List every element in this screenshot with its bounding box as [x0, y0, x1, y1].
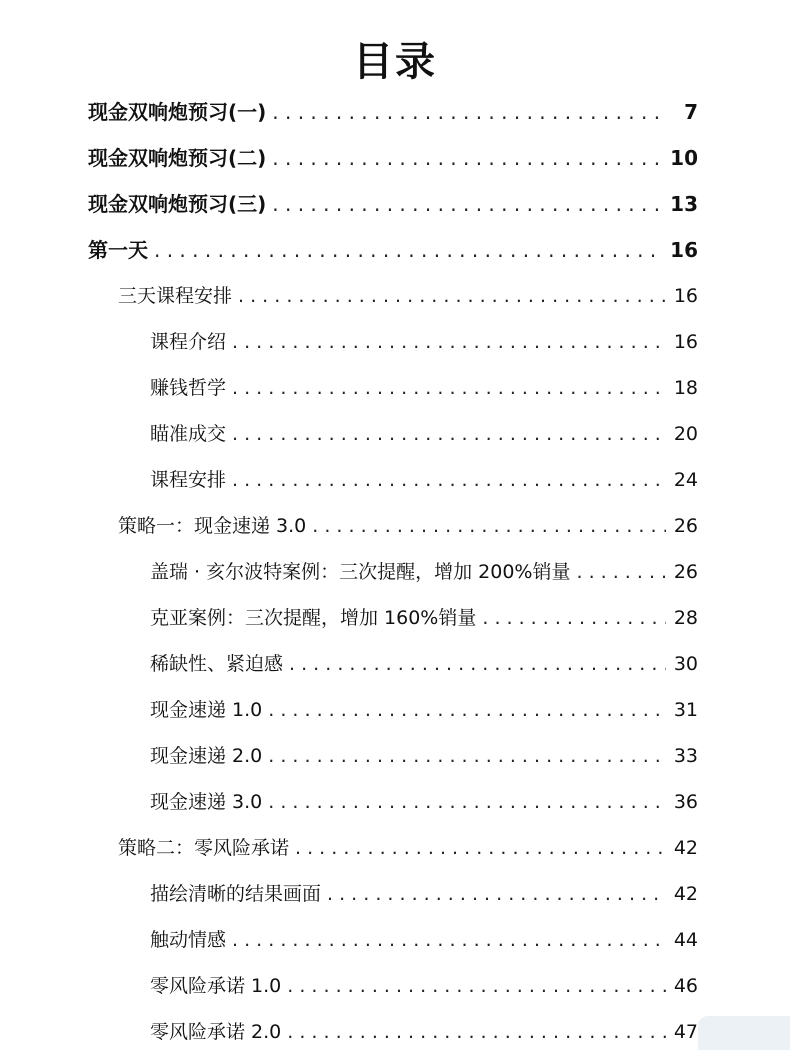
toc-entry-page-number: 31 [673, 699, 698, 721]
toc-entry-label: 现金双响炮预习(二) [88, 146, 267, 170]
toc-dot-leader [238, 280, 666, 312]
toc-entry[interactable] [150, 970, 698, 1002]
toc-entry-page-number: 16 [673, 331, 698, 353]
toc-dot-leader [272, 188, 664, 220]
toc-dot-leader [272, 142, 664, 174]
toc-entry-page-number: 18 [673, 377, 698, 399]
toc-entry[interactable] [88, 188, 698, 220]
toc-entry[interactable] [150, 740, 698, 772]
toc-entry-page-number: 20 [673, 423, 698, 445]
toc-entry-label: 盖瑞 · 亥尔波特案例：三次提醒，增加 200%销量 [150, 561, 571, 583]
toc-entry-label: 描绘清晰的结果画面 [150, 883, 322, 905]
toc-dot-leader [327, 878, 666, 910]
toc-entry-page-number: 42 [673, 883, 698, 905]
toc-entry-page-number: 47 [673, 1021, 698, 1043]
toc-entry-page-number: 36 [673, 791, 698, 813]
toc-entry-label: 课程介绍 [150, 331, 227, 353]
toc-entry[interactable] [150, 1016, 698, 1048]
toc-dot-leader [232, 418, 666, 450]
toc-entry-label: 瞄准成交 [150, 423, 227, 445]
toc-entry[interactable] [150, 694, 698, 726]
toc-entry[interactable] [88, 96, 698, 128]
toc-entry-label: 策略二：零风险承诺 [118, 837, 290, 859]
toc-entry-page-number: 10 [670, 146, 698, 170]
toc-entry-label: 课程安排 [150, 469, 227, 491]
toc-entry-label: 赚钱哲学 [150, 377, 227, 399]
toc-entry[interactable] [150, 418, 698, 450]
toc-entry-label: 现金双响炮预习(一) [88, 100, 267, 124]
toc-entry-page-number: 16 [673, 285, 698, 307]
toc-dot-leader [576, 556, 666, 588]
toc-entry-label: 现金速递 1.0 [150, 699, 263, 721]
toc-entry[interactable] [150, 878, 698, 910]
toc-entry-label: 第一天 [88, 238, 148, 262]
toc-entry-page-number: 30 [673, 653, 698, 675]
toc-entry-page-number: 33 [673, 745, 698, 767]
toc-entry[interactable] [150, 372, 698, 404]
toc-entry[interactable] [150, 648, 698, 680]
toc-dot-leader [289, 648, 666, 680]
toc-entry[interactable] [150, 786, 698, 818]
toc-entry[interactable] [88, 234, 698, 266]
toc-entry-page-number: 42 [673, 837, 698, 859]
toc-dot-leader [232, 372, 666, 404]
toc-entry[interactable] [150, 924, 698, 956]
page-title: 目录 [353, 39, 437, 85]
toc-entry-label: 零风险承诺 1.0 [150, 975, 282, 997]
toc-entry-page-number: 46 [673, 975, 698, 997]
toc-dot-leader [295, 832, 666, 864]
toc-dot-leader [232, 464, 666, 496]
toc-entry-label: 现金速递 2.0 [150, 745, 263, 767]
toc-entry[interactable] [88, 142, 698, 174]
toc-entry-page-number: 13 [670, 192, 698, 216]
toc-entry[interactable] [118, 280, 698, 312]
toc-dot-leader [287, 1016, 666, 1048]
toc-entry-page-number: 16 [670, 238, 698, 262]
toc-entry[interactable] [150, 464, 698, 496]
toc-entry-label: 触动情感 [150, 929, 227, 951]
toc-dot-leader [232, 326, 666, 358]
toc-entry-page-number: 24 [673, 469, 698, 491]
toc-entry-page-number: 28 [673, 607, 698, 629]
toc-dot-leader [272, 96, 666, 128]
toc-dot-leader [232, 924, 666, 956]
toc-entry-label: 现金双响炮预习(三) [88, 192, 267, 216]
toc-entry-label: 零风险承诺 2.0 [150, 1021, 282, 1043]
toc-entry[interactable] [118, 832, 698, 864]
toc-entry-page-number: 44 [673, 929, 698, 951]
toc-dot-leader [268, 694, 666, 726]
toc-entry[interactable] [150, 556, 698, 588]
toc-dot-leader [312, 510, 666, 542]
toc-dot-leader [268, 786, 666, 818]
toc-entry-page-number: 26 [673, 561, 698, 583]
toc-dot-leader [154, 234, 664, 266]
toc-entry[interactable] [150, 602, 698, 634]
toc-entry-page-number: 26 [673, 515, 698, 537]
toc-dot-leader [268, 740, 666, 772]
toc-entry-page-number: 7 [684, 100, 698, 124]
toc-dot-leader [482, 602, 666, 634]
toc-entry[interactable] [150, 326, 698, 358]
toc-entry-label: 策略一：现金速递 3.0 [118, 515, 307, 537]
toc-entry[interactable] [118, 510, 698, 542]
toc-dot-leader [287, 970, 666, 1002]
toc-entry-label: 现金速递 3.0 [150, 791, 263, 813]
toc-entry-label: 三天课程安排 [118, 285, 233, 307]
toc-entry-label: 稀缺性、紧迫感 [150, 653, 284, 675]
watermark-badge [698, 1016, 790, 1050]
toc-entry-label: 克亚案例：三次提醒，增加 160%销量 [150, 607, 477, 629]
